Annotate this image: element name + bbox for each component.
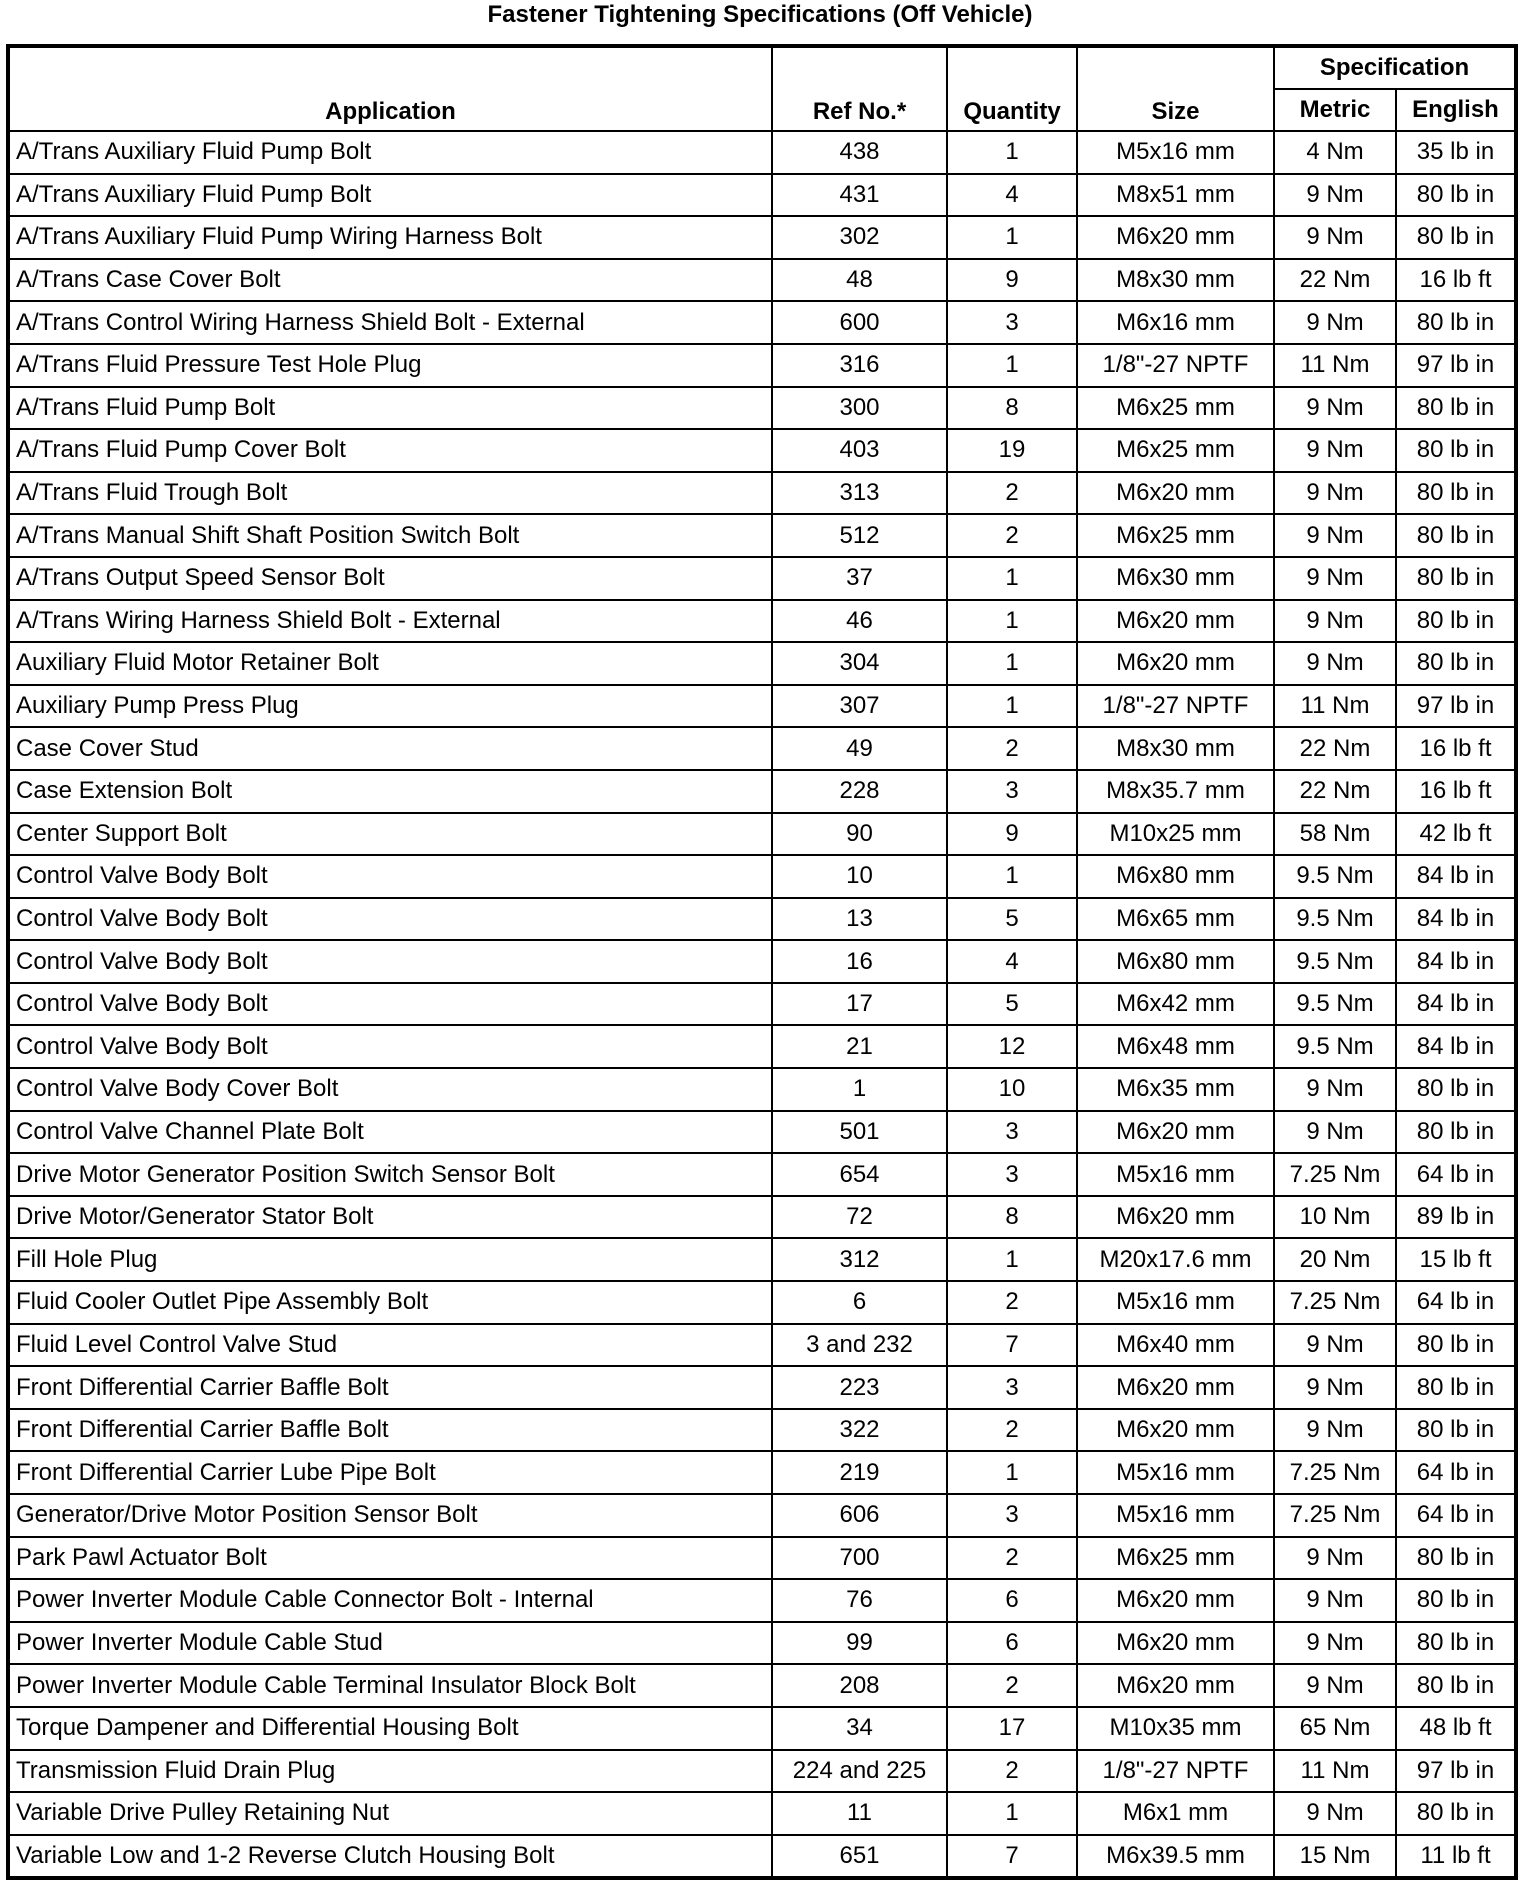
ref-no-cell: 208 — [772, 1664, 947, 1707]
english-cell: 48 lb ft — [1396, 1707, 1516, 1750]
metric-cell: 9 Nm — [1274, 472, 1396, 515]
size-cell: M8x30 mm — [1077, 259, 1274, 302]
quantity-cell: 19 — [947, 429, 1077, 472]
header-metric: Metric — [1274, 89, 1396, 131]
english-cell: 80 lb in — [1396, 1068, 1516, 1111]
table-row — [8, 1664, 1516, 1707]
ref-no-cell: 1 — [772, 1068, 947, 1111]
english-cell: 80 lb in — [1396, 642, 1516, 685]
ref-no-cell: 304 — [772, 642, 947, 685]
ref-no-cell: 49 — [772, 727, 947, 770]
ref-no-cell: 223 — [772, 1366, 947, 1409]
size-cell: M6x80 mm — [1077, 855, 1274, 898]
size-cell: M6x65 mm — [1077, 898, 1274, 941]
english-cell: 80 lb in — [1396, 216, 1516, 259]
quantity-cell: 7 — [947, 1324, 1077, 1367]
metric-cell: 22 Nm — [1274, 770, 1396, 813]
header-ref-no: Ref No.* — [772, 46, 947, 131]
quantity-cell: 1 — [947, 642, 1077, 685]
english-cell: 16 lb ft — [1396, 259, 1516, 302]
english-cell: 97 lb in — [1396, 1750, 1516, 1793]
ref-no-cell: 90 — [772, 813, 947, 856]
quantity-cell: 5 — [947, 983, 1077, 1026]
table-row — [8, 600, 1516, 643]
table-row — [8, 1068, 1516, 1111]
english-cell: 80 lb in — [1396, 1366, 1516, 1409]
size-cell: M6x20 mm — [1077, 472, 1274, 515]
table-row — [8, 685, 1516, 728]
size-cell: M5x16 mm — [1077, 131, 1274, 174]
table-row — [8, 1750, 1516, 1793]
application-cell: A/Trans Wiring Harness Shield Bolt - External — [8, 600, 772, 643]
english-cell: 80 lb in — [1396, 1579, 1516, 1622]
english-cell: 15 lb ft — [1396, 1238, 1516, 1281]
application-cell: A/Trans Case Cover Bolt — [8, 259, 772, 302]
table-row — [8, 174, 1516, 217]
quantity-cell: 4 — [947, 174, 1077, 217]
ref-no-cell: 16 — [772, 940, 947, 983]
size-cell: M5x16 mm — [1077, 1153, 1274, 1196]
ref-no-cell: 600 — [772, 301, 947, 344]
english-cell: 11 lb ft — [1396, 1835, 1516, 1879]
table-row — [8, 429, 1516, 472]
quantity-cell: 1 — [947, 855, 1077, 898]
application-cell: Case Cover Stud — [8, 727, 772, 770]
ref-no-cell: 10 — [772, 855, 947, 898]
table-row — [8, 940, 1516, 983]
application-cell: Front Differential Carrier Lube Pipe Bolt — [8, 1451, 772, 1494]
specifications-table — [6, 44, 1518, 1880]
metric-cell: 9.5 Nm — [1274, 983, 1396, 1026]
metric-cell: 22 Nm — [1274, 727, 1396, 770]
application-cell: A/Trans Fluid Pump Bolt — [8, 387, 772, 430]
english-cell: 64 lb in — [1396, 1451, 1516, 1494]
quantity-cell: 1 — [947, 1451, 1077, 1494]
metric-cell: 7.25 Nm — [1274, 1451, 1396, 1494]
table-row — [8, 1025, 1516, 1068]
application-cell: Drive Motor/Generator Stator Bolt — [8, 1196, 772, 1239]
ref-no-cell: 403 — [772, 429, 947, 472]
metric-cell: 7.25 Nm — [1274, 1494, 1396, 1537]
ref-no-cell: 21 — [772, 1025, 947, 1068]
size-cell: M5x16 mm — [1077, 1451, 1274, 1494]
table-row — [8, 1281, 1516, 1324]
ref-no-cell: 431 — [772, 174, 947, 217]
quantity-cell: 3 — [947, 1153, 1077, 1196]
ref-no-cell: 11 — [772, 1792, 947, 1835]
quantity-cell: 2 — [947, 727, 1077, 770]
ref-no-cell: 34 — [772, 1707, 947, 1750]
application-cell: Auxiliary Fluid Motor Retainer Bolt — [8, 642, 772, 685]
ref-no-cell: 651 — [772, 1835, 947, 1879]
size-cell: M6x25 mm — [1077, 387, 1274, 430]
quantity-cell: 17 — [947, 1707, 1077, 1750]
metric-cell: 15 Nm — [1274, 1835, 1396, 1879]
table-row — [8, 259, 1516, 302]
metric-cell: 58 Nm — [1274, 813, 1396, 856]
table-row — [8, 813, 1516, 856]
english-cell: 80 lb in — [1396, 600, 1516, 643]
metric-cell: 9 Nm — [1274, 1579, 1396, 1622]
english-cell: 84 lb in — [1396, 983, 1516, 1026]
english-cell: 84 lb in — [1396, 855, 1516, 898]
application-cell: Control Valve Body Bolt — [8, 855, 772, 898]
english-cell: 80 lb in — [1396, 514, 1516, 557]
size-cell: M6x20 mm — [1077, 1622, 1274, 1665]
quantity-cell: 1 — [947, 1792, 1077, 1835]
metric-cell: 9 Nm — [1274, 1537, 1396, 1580]
size-cell: M6x25 mm — [1077, 514, 1274, 557]
ref-no-cell: 228 — [772, 770, 947, 813]
table-row — [8, 642, 1516, 685]
application-cell: Variable Low and 1-2 Reverse Clutch Housing Bolt — [8, 1835, 772, 1879]
english-cell: 35 lb in — [1396, 131, 1516, 174]
ref-no-cell: 46 — [772, 600, 947, 643]
application-cell: Power Inverter Module Cable Connector Bolt - Internal — [8, 1579, 772, 1622]
quantity-cell: 1 — [947, 131, 1077, 174]
metric-cell: 4 Nm — [1274, 131, 1396, 174]
ref-no-cell: 37 — [772, 557, 947, 600]
metric-cell: 9.5 Nm — [1274, 898, 1396, 941]
quantity-cell: 9 — [947, 259, 1077, 302]
size-cell: M6x48 mm — [1077, 1025, 1274, 1068]
metric-cell: 11 Nm — [1274, 1750, 1396, 1793]
size-cell: M6x30 mm — [1077, 557, 1274, 600]
page-title: Fastener Tightening Specifications (Off Vehicle) — [487, 1, 1033, 28]
ref-no-cell: 322 — [772, 1409, 947, 1452]
english-cell: 80 lb in — [1396, 1792, 1516, 1835]
english-cell: 84 lb in — [1396, 940, 1516, 983]
quantity-cell: 3 — [947, 1111, 1077, 1154]
english-cell: 80 lb in — [1396, 429, 1516, 472]
english-cell: 80 lb in — [1396, 387, 1516, 430]
english-cell: 80 lb in — [1396, 174, 1516, 217]
table-row — [8, 1409, 1516, 1452]
english-cell: 89 lb in — [1396, 1196, 1516, 1239]
metric-cell: 9 Nm — [1274, 1622, 1396, 1665]
quantity-cell: 2 — [947, 1409, 1077, 1452]
application-cell: Control Valve Channel Plate Bolt — [8, 1111, 772, 1154]
application-cell: A/Trans Auxiliary Fluid Pump Bolt — [8, 174, 772, 217]
metric-cell: 22 Nm — [1274, 259, 1396, 302]
size-cell: 1/8"-27 NPTF — [1077, 1750, 1274, 1793]
quantity-cell: 8 — [947, 387, 1077, 430]
table-row — [8, 1324, 1516, 1367]
header-specification: Specification — [1274, 46, 1516, 89]
table-row — [8, 770, 1516, 813]
size-cell: M6x20 mm — [1077, 1196, 1274, 1239]
ref-no-cell: 219 — [772, 1451, 947, 1494]
table-row — [8, 727, 1516, 770]
quantity-cell: 4 — [947, 940, 1077, 983]
ref-no-cell: 438 — [772, 131, 947, 174]
table-row — [8, 855, 1516, 898]
application-cell: Fluid Cooler Outlet Pipe Assembly Bolt — [8, 1281, 772, 1324]
size-cell: M8x30 mm — [1077, 727, 1274, 770]
application-cell: A/Trans Auxiliary Fluid Pump Wiring Harness Bolt — [8, 216, 772, 259]
quantity-cell: 1 — [947, 557, 1077, 600]
application-cell: Auxiliary Pump Press Plug — [8, 685, 772, 728]
size-cell: M5x16 mm — [1077, 1494, 1274, 1537]
metric-cell: 9 Nm — [1274, 1664, 1396, 1707]
english-cell: 84 lb in — [1396, 898, 1516, 941]
application-cell: Drive Motor Generator Position Switch Sensor Bolt — [8, 1153, 772, 1196]
size-cell: M6x20 mm — [1077, 1111, 1274, 1154]
metric-cell: 9 Nm — [1274, 1366, 1396, 1409]
metric-cell: 11 Nm — [1274, 685, 1396, 728]
quantity-cell: 1 — [947, 1238, 1077, 1281]
metric-cell: 9 Nm — [1274, 557, 1396, 600]
table-body — [8, 131, 1516, 1878]
header-application: Application — [8, 46, 772, 131]
table-row — [8, 1196, 1516, 1239]
english-cell: 97 lb in — [1396, 344, 1516, 387]
application-cell: A/Trans Manual Shift Shaft Position Switch Bolt — [8, 514, 772, 557]
size-cell: M6x20 mm — [1077, 1579, 1274, 1622]
application-cell: Control Valve Body Bolt — [8, 898, 772, 941]
quantity-cell: 2 — [947, 514, 1077, 557]
ref-no-cell: 312 — [772, 1238, 947, 1281]
quantity-cell: 2 — [947, 1664, 1077, 1707]
metric-cell: 9 Nm — [1274, 429, 1396, 472]
metric-cell: 7.25 Nm — [1274, 1281, 1396, 1324]
ref-no-cell: 6 — [772, 1281, 947, 1324]
application-cell: Power Inverter Module Cable Stud — [8, 1622, 772, 1665]
metric-cell: 11 Nm — [1274, 344, 1396, 387]
size-cell: M6x20 mm — [1077, 642, 1274, 685]
table-row — [8, 1835, 1516, 1879]
ref-no-cell: 313 — [772, 472, 947, 515]
metric-cell: 9 Nm — [1274, 1068, 1396, 1111]
metric-cell: 9 Nm — [1274, 514, 1396, 557]
english-cell: 80 lb in — [1396, 1409, 1516, 1452]
size-cell: M6x1 mm — [1077, 1792, 1274, 1835]
size-cell: M10x35 mm — [1077, 1707, 1274, 1750]
header-size: Size — [1077, 46, 1274, 131]
metric-cell: 9 Nm — [1274, 1409, 1396, 1452]
table-row — [8, 1111, 1516, 1154]
header-english: English — [1396, 89, 1516, 131]
english-cell: 16 lb ft — [1396, 727, 1516, 770]
ref-no-cell: 72 — [772, 1196, 947, 1239]
application-cell: A/Trans Output Speed Sensor Bolt — [8, 557, 772, 600]
quantity-cell: 7 — [947, 1835, 1077, 1879]
table-row — [8, 1153, 1516, 1196]
ref-no-cell: 307 — [772, 685, 947, 728]
table-row — [8, 1792, 1516, 1835]
size-cell: M6x80 mm — [1077, 940, 1274, 983]
application-cell: A/Trans Fluid Pressure Test Hole Plug — [8, 344, 772, 387]
application-cell: Transmission Fluid Drain Plug — [8, 1750, 772, 1793]
metric-cell: 9.5 Nm — [1274, 940, 1396, 983]
quantity-cell: 2 — [947, 1281, 1077, 1324]
ref-no-cell: 300 — [772, 387, 947, 430]
size-cell: M6x25 mm — [1077, 429, 1274, 472]
application-cell: A/Trans Control Wiring Harness Shield Bolt - External — [8, 301, 772, 344]
size-cell: 1/8"-27 NPTF — [1077, 344, 1274, 387]
size-cell: M6x20 mm — [1077, 600, 1274, 643]
table-row — [8, 216, 1516, 259]
size-cell: M6x40 mm — [1077, 1324, 1274, 1367]
quantity-cell: 3 — [947, 770, 1077, 813]
quantity-cell: 5 — [947, 898, 1077, 941]
quantity-cell: 3 — [947, 1494, 1077, 1537]
english-cell: 16 lb ft — [1396, 770, 1516, 813]
english-cell: 64 lb in — [1396, 1494, 1516, 1537]
ref-no-cell: 3 and 232 — [772, 1324, 947, 1367]
table-row — [8, 1707, 1516, 1750]
size-cell: 1/8"-27 NPTF — [1077, 685, 1274, 728]
metric-cell: 9.5 Nm — [1274, 1025, 1396, 1068]
size-cell: M6x20 mm — [1077, 216, 1274, 259]
size-cell: M6x20 mm — [1077, 1409, 1274, 1452]
quantity-cell: 1 — [947, 600, 1077, 643]
quantity-cell: 1 — [947, 344, 1077, 387]
table-row — [8, 1238, 1516, 1281]
size-cell: M8x35.7 mm — [1077, 770, 1274, 813]
size-cell: M6x39.5 mm — [1077, 1835, 1274, 1879]
english-cell: 80 lb in — [1396, 1537, 1516, 1580]
size-cell: M5x16 mm — [1077, 1281, 1274, 1324]
application-cell: Front Differential Carrier Baffle Bolt — [8, 1366, 772, 1409]
english-cell: 80 lb in — [1396, 301, 1516, 344]
table-row — [8, 1494, 1516, 1537]
quantity-cell: 6 — [947, 1622, 1077, 1665]
size-cell: M10x25 mm — [1077, 813, 1274, 856]
table-row — [8, 898, 1516, 941]
application-cell: Case Extension Bolt — [8, 770, 772, 813]
application-cell: Fill Hole Plug — [8, 1238, 772, 1281]
table-row — [8, 557, 1516, 600]
quantity-cell: 3 — [947, 301, 1077, 344]
english-cell: 80 lb in — [1396, 1664, 1516, 1707]
quantity-cell: 2 — [947, 1537, 1077, 1580]
size-cell: M20x17.6 mm — [1077, 1238, 1274, 1281]
english-cell: 80 lb in — [1396, 1324, 1516, 1367]
ref-no-cell: 99 — [772, 1622, 947, 1665]
metric-cell: 7.25 Nm — [1274, 1153, 1396, 1196]
application-cell: Power Inverter Module Cable Terminal Insulator Block Bolt — [8, 1664, 772, 1707]
metric-cell: 9 Nm — [1274, 600, 1396, 643]
table-row — [8, 344, 1516, 387]
english-cell: 64 lb in — [1396, 1281, 1516, 1324]
size-cell: M6x16 mm — [1077, 301, 1274, 344]
quantity-cell: 9 — [947, 813, 1077, 856]
application-cell: Generator/Drive Motor Position Sensor Bolt — [8, 1494, 772, 1537]
quantity-cell: 2 — [947, 1750, 1077, 1793]
english-cell: 42 lb ft — [1396, 813, 1516, 856]
metric-cell: 9 Nm — [1274, 1792, 1396, 1835]
size-cell: M6x25 mm — [1077, 1537, 1274, 1580]
table-row — [8, 131, 1516, 174]
metric-cell: 9.5 Nm — [1274, 855, 1396, 898]
metric-cell: 9 Nm — [1274, 216, 1396, 259]
size-cell: M6x42 mm — [1077, 983, 1274, 1026]
english-cell: 80 lb in — [1396, 1111, 1516, 1154]
ref-no-cell: 48 — [772, 259, 947, 302]
application-cell: Control Valve Body Bolt — [8, 1025, 772, 1068]
table-row — [8, 387, 1516, 430]
english-cell: 84 lb in — [1396, 1025, 1516, 1068]
english-cell: 64 lb in — [1396, 1153, 1516, 1196]
application-cell: Control Valve Body Cover Bolt — [8, 1068, 772, 1111]
quantity-cell: 8 — [947, 1196, 1077, 1239]
table-row — [8, 514, 1516, 557]
quantity-cell: 6 — [947, 1579, 1077, 1622]
application-cell: A/Trans Fluid Pump Cover Bolt — [8, 429, 772, 472]
ref-no-cell: 700 — [772, 1537, 947, 1580]
ref-no-cell: 13 — [772, 898, 947, 941]
ref-no-cell: 316 — [772, 344, 947, 387]
metric-cell: 65 Nm — [1274, 1707, 1396, 1750]
metric-cell: 20 Nm — [1274, 1238, 1396, 1281]
application-cell: A/Trans Auxiliary Fluid Pump Bolt — [8, 131, 772, 174]
ref-no-cell: 501 — [772, 1111, 947, 1154]
application-cell: Front Differential Carrier Baffle Bolt — [8, 1409, 772, 1452]
application-cell: Control Valve Body Bolt — [8, 940, 772, 983]
english-cell: 80 lb in — [1396, 1622, 1516, 1665]
size-cell: M8x51 mm — [1077, 174, 1274, 217]
table-row — [8, 301, 1516, 344]
metric-cell: 9 Nm — [1274, 1111, 1396, 1154]
english-cell: 80 lb in — [1396, 557, 1516, 600]
ref-no-cell: 654 — [772, 1153, 947, 1196]
table-row — [8, 1366, 1516, 1409]
application-cell: Fluid Level Control Valve Stud — [8, 1324, 772, 1367]
quantity-cell: 3 — [947, 1366, 1077, 1409]
application-cell: Control Valve Body Bolt — [8, 983, 772, 1026]
application-cell: A/Trans Fluid Trough Bolt — [8, 472, 772, 515]
english-cell: 97 lb in — [1396, 685, 1516, 728]
quantity-cell: 1 — [947, 685, 1077, 728]
table-row — [8, 1622, 1516, 1665]
ref-no-cell: 512 — [772, 514, 947, 557]
size-cell: M6x35 mm — [1077, 1068, 1274, 1111]
quantity-cell: 2 — [947, 472, 1077, 515]
table-row — [8, 472, 1516, 515]
metric-cell: 9 Nm — [1274, 387, 1396, 430]
quantity-cell: 1 — [947, 216, 1077, 259]
ref-no-cell: 224 and 225 — [772, 1750, 947, 1793]
ref-no-cell: 606 — [772, 1494, 947, 1537]
table-row — [8, 1537, 1516, 1580]
quantity-cell: 12 — [947, 1025, 1077, 1068]
size-cell: M6x20 mm — [1077, 1366, 1274, 1409]
table-row — [8, 1579, 1516, 1622]
metric-cell: 9 Nm — [1274, 642, 1396, 685]
ref-no-cell: 76 — [772, 1579, 947, 1622]
metric-cell: 9 Nm — [1274, 1324, 1396, 1367]
application-cell: Park Pawl Actuator Bolt — [8, 1537, 772, 1580]
table-row — [8, 983, 1516, 1026]
application-cell: Variable Drive Pulley Retaining Nut — [8, 1792, 772, 1835]
metric-cell: 9 Nm — [1274, 301, 1396, 344]
ref-no-cell: 302 — [772, 216, 947, 259]
table-row — [8, 1451, 1516, 1494]
header-quantity: Quantity — [947, 46, 1077, 131]
quantity-cell: 10 — [947, 1068, 1077, 1111]
metric-cell: 9 Nm — [1274, 174, 1396, 217]
application-cell: Center Support Bolt — [8, 813, 772, 856]
ref-no-cell: 17 — [772, 983, 947, 1026]
application-cell: Torque Dampener and Differential Housing Bolt — [8, 1707, 772, 1750]
size-cell: M6x20 mm — [1077, 1664, 1274, 1707]
english-cell: 80 lb in — [1396, 472, 1516, 515]
metric-cell: 10 Nm — [1274, 1196, 1396, 1239]
